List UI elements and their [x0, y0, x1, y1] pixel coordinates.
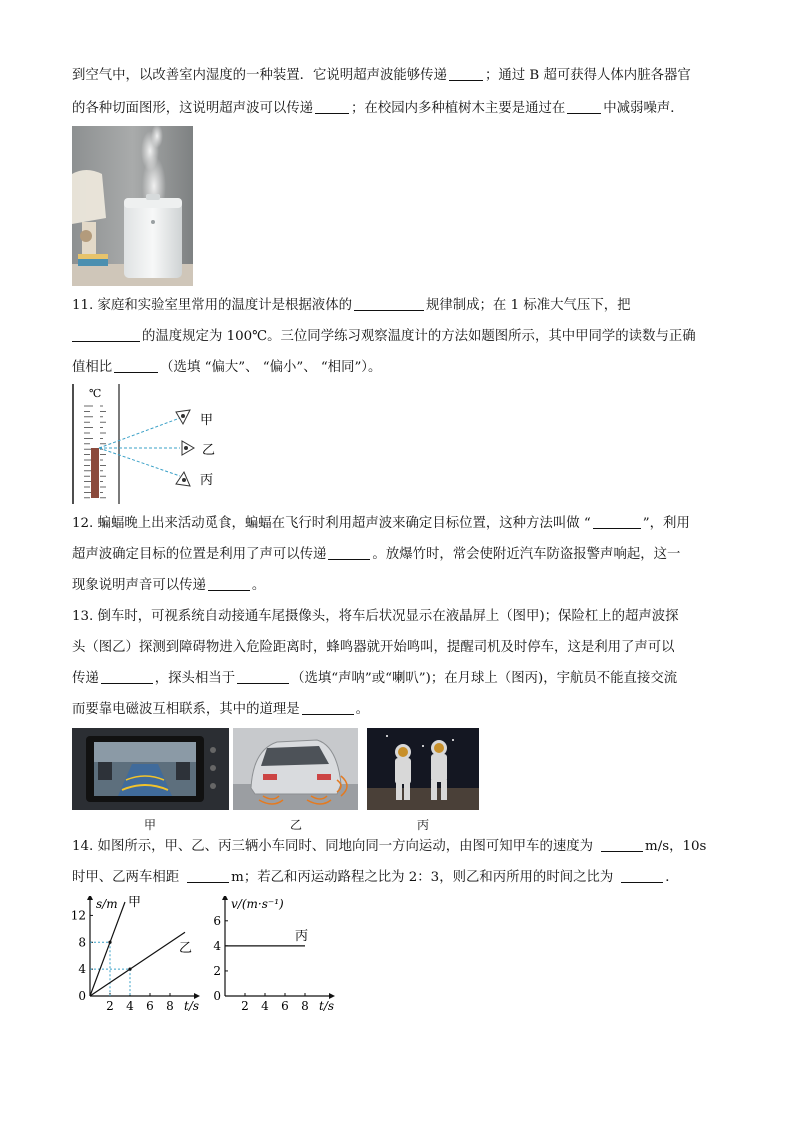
astronauts-moon-photo	[367, 728, 479, 810]
x-axis-label: t/s	[184, 999, 200, 1013]
q11-line-2: 的温度规定为 100℃。三位同学练习观察温度计的方法如题图所示，其中甲同学的读数与正确	[72, 327, 696, 347]
label-yi: 乙	[202, 443, 216, 458]
series-line-1	[90, 932, 185, 996]
caption-yi: 乙	[289, 818, 302, 832]
thermometer-unit: ℃	[89, 387, 102, 400]
answer-blank[interactable]	[621, 868, 663, 883]
answer-blank[interactable]	[237, 669, 289, 684]
q14-line-1: 14. 如图所示，甲、乙、丙三辆小车同时、同地向同一方向运动，由图可知甲车的速度为 m/s，10s	[72, 839, 707, 854]
answer-blank[interactable]	[315, 99, 349, 114]
y-tick-label: 6	[213, 913, 221, 928]
q12-line-1: 12. 蝙蝠晚上出来活动觅食，蝙蝠在飞行时利用超声波来确定目标位置，这种方法叫做 “ ”，利用	[72, 516, 690, 531]
answer-blank[interactable]	[114, 358, 158, 373]
answer-blank[interactable]	[302, 700, 354, 715]
series-label-0: 甲	[128, 896, 142, 910]
q10-line-1: 到空气中，以改善室内湿度的一种装置．它说明超声波能够传递 ；通过 B 超可获得人体内脏各器官	[72, 68, 691, 83]
y-tick-label: 0	[78, 989, 86, 1003]
y-tick-label: 2	[213, 963, 221, 978]
y-axis-label: s/m	[96, 897, 118, 911]
caption-jia: 甲	[143, 818, 156, 832]
label-bing: 丙	[200, 473, 214, 488]
q13-line-2: 头（图乙）探测到障碍物进入危险距离时，蜂鸣器就开始鸣叫，提醒司机及时停车，这是利用了声可以	[72, 640, 675, 655]
thermometer-figure	[70, 384, 230, 506]
series-label-0: 丙	[295, 928, 309, 944]
y-tick-label: 4	[213, 938, 221, 953]
x-tick-label: 4	[261, 999, 269, 1013]
y-tick-label: 8	[78, 935, 86, 950]
answer-blank[interactable]	[72, 327, 140, 342]
y-axis-arrow	[222, 896, 228, 900]
series-line-0	[90, 902, 125, 996]
series-label-1: 乙	[179, 941, 193, 957]
x-tick-label: 2	[106, 999, 114, 1013]
liquid-column	[91, 448, 99, 498]
answer-blank[interactable]	[601, 837, 643, 852]
q12-line-2: 超声波确定目标的位置是利用了声可以传递 。放爆竹时，常会使附近汽车防盗报警声响起，这一	[72, 547, 681, 562]
answer-blank[interactable]	[101, 669, 153, 684]
y-tick-label: 4	[78, 962, 86, 977]
x-tick-label: 2	[241, 999, 249, 1013]
humidifier-photo	[72, 126, 193, 286]
eye-icon	[176, 410, 190, 424]
car-bumper-sensor-photo	[233, 728, 358, 810]
answer-blank[interactable]	[208, 576, 250, 591]
q10-line-2: 的各种切面图形，这说明超声波可以传递 ；在校园内多种植树木主要是通过在 中减弱噪声．	[72, 101, 684, 116]
x-tick-label: 6	[281, 999, 289, 1013]
q11-line-1: 11. 家庭和实验室里常用的温度计是根据液体的 规律制成；在 1 标准大气压下，把	[72, 298, 631, 313]
x-tick-label: 8	[301, 999, 309, 1013]
eye-icon	[176, 472, 190, 486]
q13-line-3: 传递 ，探头相当于 （选填“声呐”或“喇叭”)；在月球上（图丙)，宇航员不能直接交流	[72, 671, 678, 686]
st-graph	[70, 896, 200, 1014]
answer-blank[interactable]	[328, 545, 370, 560]
y-tick-label: 12	[70, 908, 86, 923]
y-axis-arrow	[87, 896, 93, 900]
y-tick-label: 0	[213, 989, 221, 1003]
answer-blank[interactable]	[449, 66, 483, 81]
x-tick-label: 8	[166, 999, 174, 1013]
y-axis-label: v/(m·s⁻¹)	[231, 897, 284, 911]
caption-bing: 丙	[416, 818, 429, 832]
answer-blank[interactable]	[354, 296, 424, 311]
eye-icon	[182, 441, 194, 455]
answer-blank[interactable]	[593, 514, 641, 529]
q11-line-3: 值相比 （选填 “偏大”、 “偏小”、 “相同”）。	[72, 360, 382, 375]
q14-line-2: 时甲、乙两车相距 m；若乙和丙运动路程之比为 2：3，则乙和丙所用的时间之比为 ．	[72, 870, 679, 885]
q12-line-3: 现象说明声音可以传递 。	[72, 578, 266, 593]
dashboard-screen-photo	[72, 728, 229, 810]
x-tick-label: 6	[146, 999, 154, 1013]
answer-blank[interactable]	[187, 868, 229, 883]
x-tick-label: 4	[126, 999, 134, 1013]
answer-blank[interactable]	[567, 99, 601, 114]
label-jia: 甲	[200, 413, 214, 428]
x-axis-label: t/s	[319, 999, 335, 1013]
q13-line-4: 而要靠电磁波互相联系，其中的道理是 。	[72, 702, 370, 717]
vt-graph	[205, 896, 335, 1014]
q13-line-1: 13. 倒车时，可视系统自动接通车尾摄像头，将车后状况显示在液晶屏上（图甲)；保险杠上的超声波探	[72, 609, 679, 624]
